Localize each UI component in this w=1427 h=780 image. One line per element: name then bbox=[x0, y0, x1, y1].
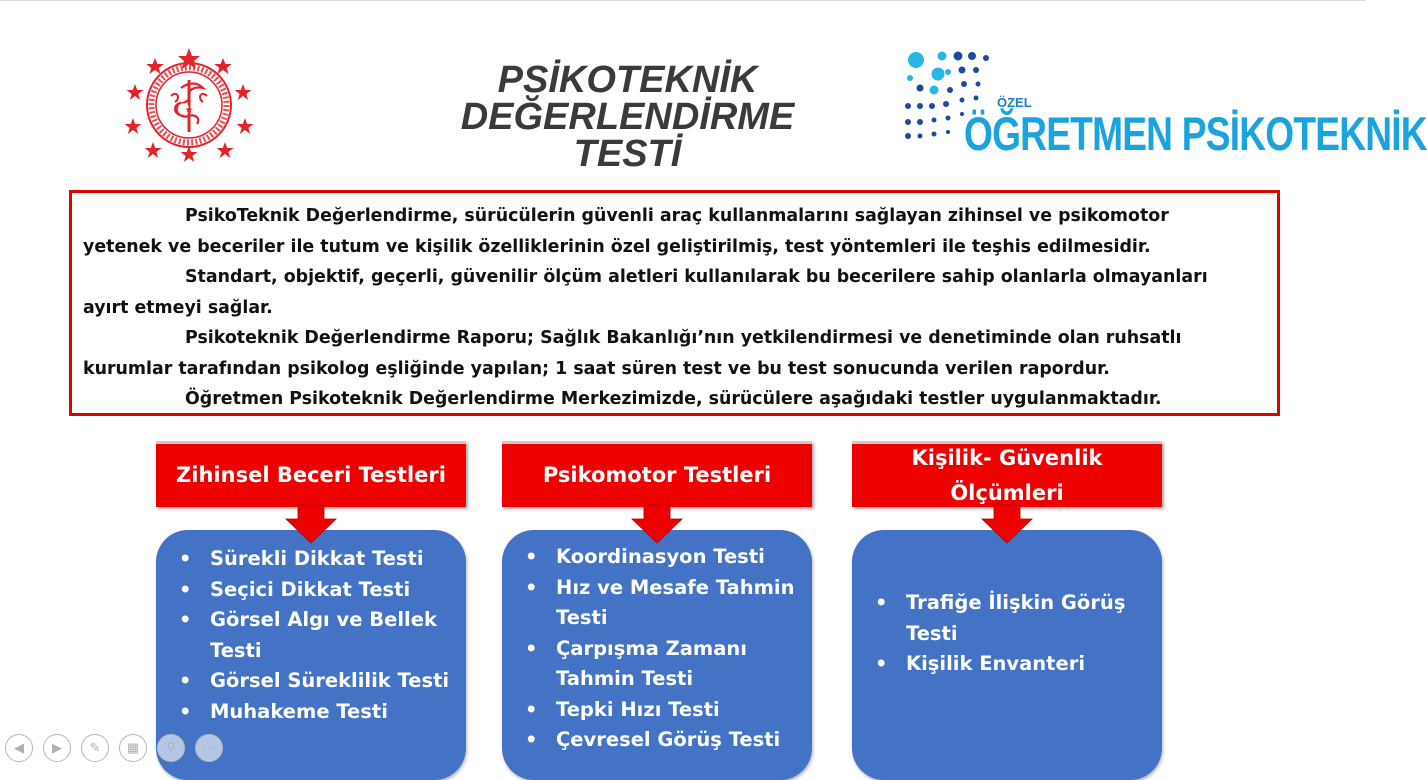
category-title-line2: Ölçümleri bbox=[950, 480, 1064, 505]
arrow-down-icon bbox=[632, 505, 682, 543]
list-item-label-cont: Testi bbox=[906, 621, 958, 645]
ogretmen-psikoteknik-logo bbox=[900, 48, 1427, 160]
list-item-label: Seçici Dikkat Testi bbox=[210, 577, 411, 601]
bullet-icon: • bbox=[525, 545, 538, 568]
intro-p3-line2: kurumlar tarafından psikolog eşliğinde yapılan; 1 saat süren test ve bu test sonucunda verilen rapordur. bbox=[83, 358, 1110, 379]
list-item bbox=[176, 575, 458, 606]
list-item bbox=[176, 544, 458, 575]
list-item bbox=[522, 542, 804, 573]
list-item bbox=[872, 588, 1154, 649]
category-title: Psikomotor Testleri bbox=[542, 463, 772, 487]
list-item-label-cont: Tahmin Testi bbox=[556, 667, 694, 690]
previous-slide-icon[interactable]: ◀ bbox=[5, 734, 33, 762]
slideshow-toolbar bbox=[5, 734, 235, 766]
bullet-icon: • bbox=[525, 728, 538, 751]
bullet-icon: • bbox=[525, 575, 538, 599]
bullet-icon: • bbox=[525, 697, 538, 721]
list-item bbox=[176, 605, 458, 666]
next-slide-icon[interactable]: ▶ bbox=[43, 734, 71, 762]
arrow-down-icon bbox=[982, 505, 1032, 543]
logo-small-text: ÖZEL bbox=[997, 95, 1032, 110]
list-item bbox=[522, 573, 804, 634]
category-header-kisilik bbox=[852, 441, 1162, 507]
bullet-icon: • bbox=[179, 699, 192, 723]
bullet-icon: • bbox=[179, 608, 192, 631]
list-item-label: Trafiğe İlişkin Görüş bbox=[906, 591, 1126, 614]
intro-p1-line2: yetenek ve beceriler ile tutum ve kişilik özelliklerinin özel geliştirilmiş, test yöntemleri ile teşhis edilmesidir. bbox=[83, 236, 1151, 257]
top-rule bbox=[0, 0, 1366, 1]
intro-p3-line1: Psikoteknik Değerlendirme Raporu; Sağlık Bakanlığı’nın yetkilendirmesi ve denetiminde olan ruhsatlı bbox=[185, 328, 1182, 348]
bullet-icon: • bbox=[179, 577, 192, 601]
category-header-zihinsel bbox=[156, 441, 466, 507]
list-item-label-cont: Testi bbox=[210, 638, 262, 662]
category-card-kisilik bbox=[852, 530, 1162, 780]
list-item-label: Çevresel Görüş Testi bbox=[556, 728, 781, 751]
list-item-label: Tepki Hızı Testi bbox=[556, 697, 720, 721]
bullet-icon: • bbox=[875, 591, 888, 614]
intro-p2-line2: ayırt etmeyi sağlar. bbox=[83, 297, 273, 318]
page-title bbox=[430, 59, 825, 175]
bullet-icon: • bbox=[875, 652, 888, 675]
bullet-icon: • bbox=[525, 636, 538, 660]
list-item bbox=[872, 649, 1154, 680]
more-options-icon[interactable]: ⋯ bbox=[195, 734, 223, 762]
title-line-1: PSİKOTEKNİK bbox=[497, 59, 758, 101]
list-item bbox=[522, 695, 804, 726]
logo-main-text: ÖĞRETMEN PSİKOTEKNİK bbox=[964, 107, 1427, 160]
pen-icon[interactable]: ✎ bbox=[81, 734, 109, 762]
category-title: Zihinsel Beceri Testleri bbox=[176, 463, 446, 487]
list-item bbox=[176, 666, 458, 697]
list-item bbox=[522, 634, 804, 695]
intro-text-box bbox=[69, 190, 1280, 416]
ministry-seal-logo bbox=[125, 46, 253, 162]
category-title-line1: Kişilik- Güvenlik bbox=[911, 445, 1103, 470]
slides-grid-icon[interactable]: ▦ bbox=[119, 734, 147, 762]
intro-paragraph-3 bbox=[83, 323, 1267, 354]
category-header-psikomotor bbox=[502, 441, 812, 507]
bullet-icon: • bbox=[179, 547, 192, 570]
intro-p2-line1: Standart, objektif, geçerli, güvenilir ölçüm aletleri kullanılarak bu becerilere sahip olanlarla olmayanları bbox=[185, 267, 1208, 287]
title-line-3: TESTİ bbox=[573, 133, 682, 175]
intro-paragraph-1 bbox=[83, 201, 1267, 232]
bullet-icon: • bbox=[179, 669, 192, 692]
zoom-icon[interactable]: ⚲ bbox=[157, 734, 185, 762]
category-card-psikomotor bbox=[502, 530, 812, 780]
list-item-label: Sürekli Dikkat Testi bbox=[210, 547, 424, 570]
list-item-label: Çarpışma Zamanı bbox=[556, 636, 747, 660]
list-item-label: Görsel Algı ve Bellek bbox=[210, 608, 437, 631]
intro-paragraph-4 bbox=[83, 384, 1267, 415]
list-item bbox=[522, 725, 804, 756]
list-item-label: Muhakeme Testi bbox=[210, 699, 388, 723]
intro-p1-line1: PsikoTeknik Değerlendirme, sürücülerin güvenli araç kullanmalarını sağlayan zihinsel ve psikomotor bbox=[185, 206, 1169, 226]
list-item-label: Kişilik Envanteri bbox=[906, 652, 1086, 675]
arrow-down-icon bbox=[286, 505, 336, 543]
list-item-label-cont: Testi bbox=[556, 606, 608, 629]
intro-paragraph-2 bbox=[83, 262, 1267, 293]
list-item-label: Hız ve Mesafe Tahmin bbox=[556, 575, 795, 599]
list-item bbox=[176, 697, 458, 728]
list-item-label: Görsel Süreklilik Testi bbox=[210, 669, 450, 692]
title-line-2: DEĞERLENDİRME bbox=[460, 96, 795, 138]
list-item-label: Koordinasyon Testi bbox=[556, 545, 765, 568]
intro-p4-line1: Öğretmen Psikoteknik Değerlendirme Merkezimizde, sürücülere aşağıdaki testler uygulanmaktadır. bbox=[185, 389, 1162, 409]
